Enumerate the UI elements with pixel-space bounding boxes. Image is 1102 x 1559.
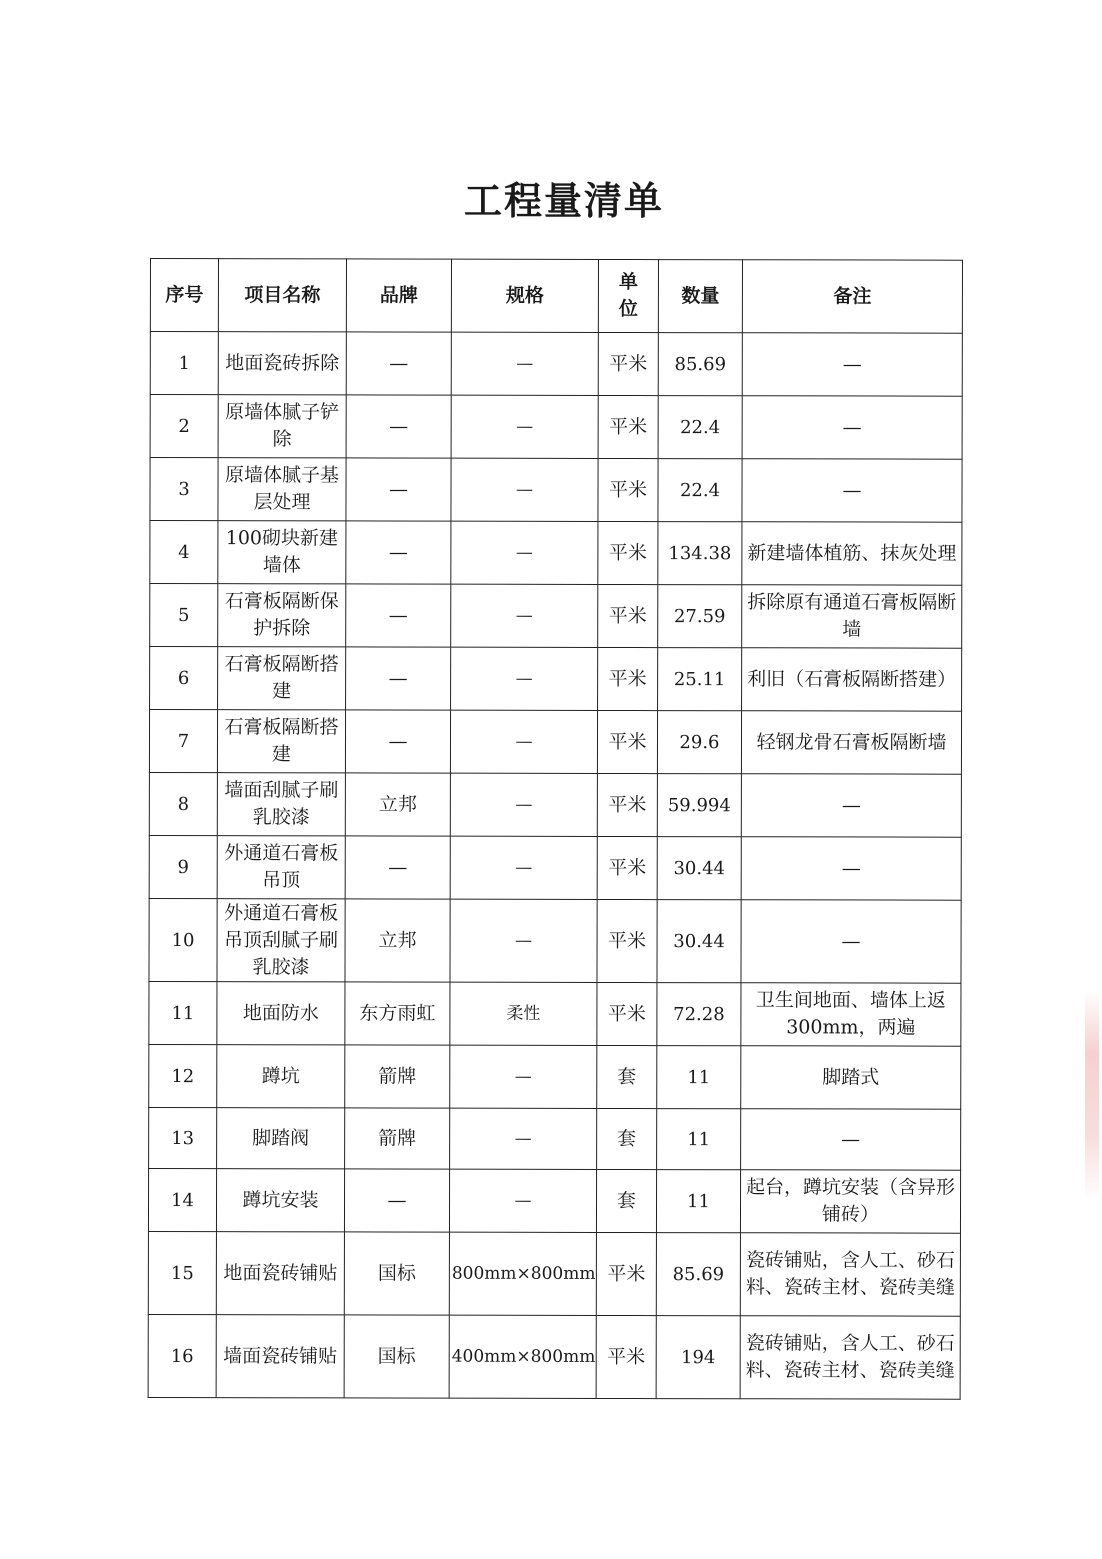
page-title: 工程量清单 [463,179,664,223]
cell-unit: 平米 [598,332,658,395]
header-brand: 品牌 [346,259,451,332]
cell-spec: — [450,773,597,836]
cell-note: 瓷砖铺贴，含人工、砂石料、瓷砖主材、瓷砖美缝 [740,1233,960,1316]
cell-seq: 4 [150,521,218,584]
table-row [149,981,961,1046]
cell-name: 原墙体腻子基层处理 [218,458,346,521]
cell-name: 外通道石膏板吊顶刮腻子刷乳胶漆 [217,899,345,982]
cell-brand: — [345,836,450,899]
cell-qty: 29.6 [657,711,741,774]
cell-name: 地面瓷砖拆除 [218,332,346,395]
cell-note: 卫生间地面、墙体上返300mm，两遍 [741,983,961,1046]
cell-unit: 套 [597,1045,657,1108]
cell-name: 脚踏阀 [217,1108,345,1169]
cell-seq: 10 [149,898,217,981]
cell-brand: — [346,458,451,521]
cell-note: 起台，蹲坑安装（含异形铺砖） [740,1170,960,1233]
table-row [149,1044,961,1109]
cell-seq: 9 [149,835,217,898]
cell-unit: 平米 [597,899,657,982]
cell-unit: 套 [597,1108,657,1169]
cell-unit: 平米 [598,647,658,710]
cell-qty: 194 [656,1316,740,1399]
cell-brand: — [344,1169,449,1232]
cell-note: 脚踏式 [741,1046,961,1109]
table-row [150,458,962,523]
cell-spec: — [451,395,598,458]
cell-qty: 11 [657,1109,741,1170]
cell-seq: 8 [149,772,217,835]
cell-brand: 箭牌 [345,1108,450,1169]
cell-note: 新建墙体植筋、抹灰处理 [742,522,962,585]
cell-note: — [742,396,962,459]
cell-qty: 30.44 [657,837,741,900]
cell-name: 地面瓷砖铺贴 [216,1232,344,1315]
cell-brand: 国标 [344,1315,449,1398]
cell-brand: — [346,395,451,458]
cell-seq: 13 [149,1107,217,1168]
cell-note: — [741,900,961,983]
cell-qty: 72.28 [657,983,741,1046]
cell-note: — [741,1109,961,1170]
table-row [148,1314,960,1399]
cell-qty: 11 [657,1046,741,1109]
cell-name: 蹲坑 [217,1045,345,1108]
cell-spec: — [451,584,598,647]
cell-name: 地面防水 [217,982,345,1045]
cell-spec: — [449,1169,596,1232]
cell-note: 利旧（石膏板隔断搭建） [742,648,962,711]
cell-name: 墙面刮腻子刷乳胶漆 [217,773,345,836]
table-row [149,710,961,775]
cell-seq: 1 [150,332,218,395]
table-row [148,1231,960,1316]
cell-brand: — [346,647,451,710]
cell-qty: 22.4 [658,396,742,459]
cell-unit: 平米 [598,395,658,458]
cell-name: 外通道石膏板吊顶 [217,836,345,899]
header-spec: 规格 [451,259,598,332]
cell-brand: — [346,332,451,395]
cell-unit: 平米 [597,710,657,773]
cell-brand: — [345,710,450,773]
quantity-table [148,258,963,1400]
table-row [149,1107,961,1170]
cell-name: 石膏板隔断搭建 [217,710,345,773]
table-row [149,835,961,900]
table-row [148,1168,960,1233]
cell-spec: — [450,899,597,982]
cell-seq: 3 [150,458,218,521]
cell-qty: 59.994 [657,774,741,837]
cell-spec: — [451,647,598,710]
cell-unit: 平米 [597,773,657,836]
cell-note: — [741,774,961,837]
cell-name: 100砌块新建墙体 [218,521,346,584]
header-unit [598,259,658,332]
cell-spec: — [450,1108,597,1169]
cell-name: 石膏板隔断搭建 [218,647,346,710]
cell-spec: 400mm×800mm [449,1315,596,1398]
cell-spec: 柔性 [450,982,597,1045]
cell-unit: 平米 [598,584,658,647]
cell-spec: 800mm×800mm [449,1232,596,1315]
cell-unit: 平米 [598,521,658,584]
cell-qty: 85.69 [658,333,742,396]
cell-unit: 平米 [598,458,658,521]
cell-qty: 30.44 [657,900,741,983]
header-seq: 序号 [150,259,218,332]
cell-spec: — [451,458,598,521]
cell-seq: 11 [149,981,217,1044]
table-row [150,332,962,397]
cell-seq: 15 [148,1231,216,1314]
table-row [150,584,962,649]
table-row [150,647,962,712]
cell-unit: 平米 [596,1315,656,1398]
table-row [150,395,962,460]
seal-edge-mark [1085,990,1099,1200]
cell-qty: 27.59 [658,585,742,648]
header-unit-line2: 位 [618,297,638,321]
cell-spec: — [451,332,598,395]
header-note: 备注 [742,260,962,333]
cell-spec: — [450,710,597,773]
cell-seq: 2 [150,395,218,458]
cell-name: 墙面瓷砖铺贴 [216,1315,344,1398]
cell-spec: — [451,521,598,584]
cell-seq: 16 [148,1314,216,1397]
cell-note: — [741,837,961,900]
cell-spec: — [450,1045,597,1108]
cell-qty: 11 [656,1170,740,1233]
cell-name: 原墙体腻子铲除 [218,395,346,458]
header-name: 项目名称 [218,259,346,332]
cell-brand: — [346,521,451,584]
cell-seq: 6 [150,647,218,710]
cell-unit: 平米 [596,1232,656,1315]
cell-qty: 25.11 [658,648,742,711]
cell-note: — [742,459,962,522]
table-row [150,521,962,586]
cell-note: 瓷砖铺贴，含人工、砂石料、瓷砖主材、瓷砖美缝 [740,1316,960,1399]
cell-brand: 立邦 [345,773,450,836]
cell-unit: 套 [596,1169,656,1232]
cell-seq: 7 [149,710,217,773]
cell-seq: 5 [150,584,218,647]
cell-seq: 12 [149,1044,217,1107]
cell-unit: 平米 [597,836,657,899]
table-row [149,772,961,837]
cell-unit: 平米 [597,982,657,1045]
header-row [150,259,962,334]
header-qty: 数量 [658,260,742,333]
cell-name: 石膏板隔断保护拆除 [218,584,346,647]
cell-qty: 22.4 [658,459,742,522]
cell-note: 拆除原有通道石膏板隔断墙 [742,585,962,648]
cell-brand: 箭牌 [345,1045,450,1108]
header-unit-line1: 单 [618,270,638,294]
cell-spec: — [450,836,597,899]
table-row [149,898,961,983]
cell-seq: 14 [148,1168,216,1231]
cell-qty: 85.69 [656,1233,740,1316]
cell-brand: 国标 [344,1232,449,1315]
cell-brand: — [346,584,451,647]
cell-name: 蹲坑安装 [216,1169,344,1232]
cell-qty: 134.38 [658,522,742,585]
cell-note: — [742,333,962,396]
cell-note: 轻钢龙骨石膏板隔断墙 [741,711,961,774]
cell-brand: 立邦 [345,899,450,982]
cell-brand: 东方雨虹 [345,982,450,1045]
